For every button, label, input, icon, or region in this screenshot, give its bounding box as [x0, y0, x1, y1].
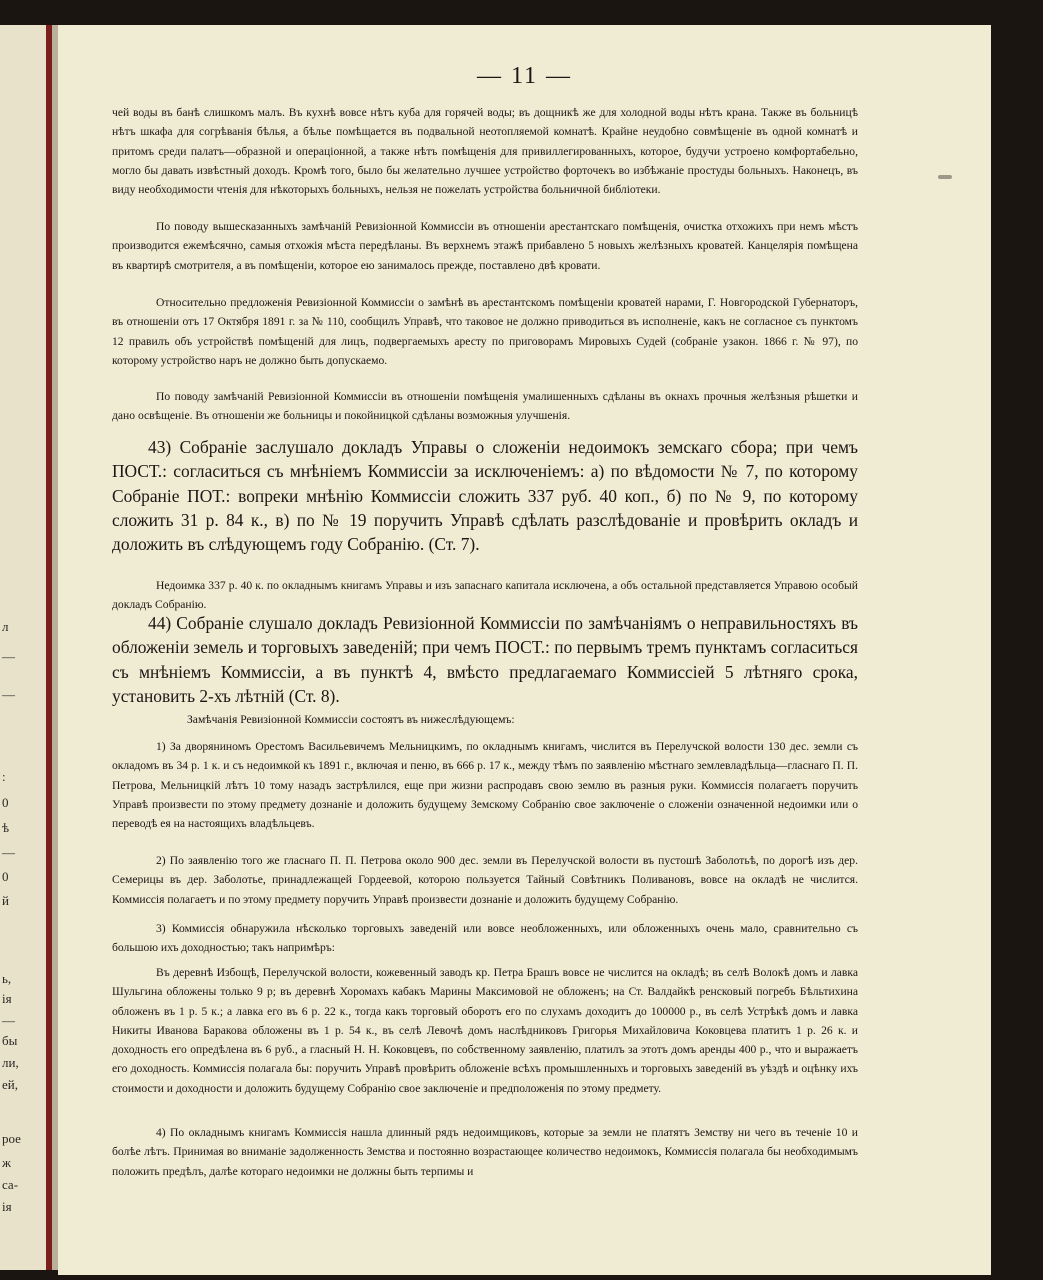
remark-item-1: 1) За двоpяниномъ Орестомъ Васильевичемъ Мельницкимъ, по окладнымъ книгамъ, числится въ Перелучской волости 130 дес. земли съ окладомъ въ 34 р. 1 к. и съ недоимкой къ 1891 г., включая и пеню, въ 666 р. 17 к., между тѣмъ по заявленію мѣстнаго землевладѣльца—гласнаго П. П. Петрова, Мельницкій лѣтъ 10 тому назадъ застрѣлился, еще при жизни распродавъ свою землю въ разныя руки. Коммиссія полагаетъ поручить Управѣ произвести по этому предмету дознаніе и доложить будущему Земскому Собранію свое заключеніе о сложеніи означенной недоимки или о переводѣ ея на настоящихъ владѣльцевъ. — [112, 740, 858, 831]
remark-item-4: 4) По окладнымъ книгамъ Коммиссія нашла длинный рядъ недоимщиковъ, которые за земли не платятъ Земству ни чего въ теченіе 10 и болѣе лѣтъ. Принимая во вниманіе задолженность Земства и постоянно возрастающее количество недоимокъ, Коммиссія полагала бы необходимымъ положить предѣлъ, далѣе котораго недоимки не должны быть терпимы и — [112, 1126, 858, 1178]
left-fragment: л — [2, 619, 9, 634]
document-page — [58, 25, 991, 1275]
resolution-44: 44) Собраніе слушало докладъ Ревизіонной Коммиссіи по замѣчаніямъ о неправильностяхъ въ обложеніи земель и торговыхъ заведеній; при чемъ ПОСТ.: по первымъ тремъ пунктамъ согласиться съ мнѣніемъ Коммиссіи, а въ пунктѣ 4, вмѣсто предлагаемаго Коммиссіей 5 лѣтняго срока, установить 2-хъ лѣтній (Ст. 8). — [112, 613, 858, 706]
remark-item-3: 3) Коммиссія обнаружила нѣсколько торговыхъ заведеній или вовсе необложенныхъ, или обложенныхъ очень мало, сравнительно съ большою ихъ доходностью; такъ напримѣръ: — [112, 922, 858, 955]
left-fragment: ія — [2, 1199, 12, 1214]
commission-remarks-intro: Замѣчанія Ревизіонной Коммиссіи состоятъ въ нижеслѣдующемъ: — [187, 713, 515, 726]
left-fragment: са- — [2, 1177, 19, 1192]
paragraph-asylum: По поводу замѣчаній Ревизіонной Коммиссіи въ отношеніи помѣщенія умалишенныхъ сдѣланы въ окнахъ прочныя желѣзныя рѣшетки и дано освѣщеніе. Въ отношеніи же больницы и покойницкой сдѣланы возможныя улучшенія. — [112, 390, 858, 423]
left-fragment: ія — [2, 991, 12, 1006]
left-fragment: — — [2, 649, 15, 664]
page-number: — 11 — — [476, 63, 573, 89]
left-fragment: ли, — [2, 1055, 19, 1070]
paragraph-arrest-room: По поводу вышесказанныхъ замѣчаній Ревизіонной Коммиссіи въ отношеніи арестантскаго помѣщенія, очистка отхожихъ при немъ мѣстъ производится ежемѣсячно, самыя отхожія мѣста передѣланы. Въ верхнемъ этажѣ прибавлено 5 новыхъ желѣзныхъ кроватей. Канцелярія помѣщена въ квартирѣ смотрителя, а въ помѣщеніи, которое ею занималось прежде, поставлено двѣ кровати. — [112, 220, 858, 272]
left-fragment: ь, — [2, 971, 12, 986]
paper-mark — [938, 175, 952, 179]
left-fragment: 0 — [2, 869, 9, 884]
left-fragment: ѣ — [2, 820, 10, 835]
paragraph-governor-letter: Относительно предложенія Ревизіонной Коммиссіи о замѣнѣ въ арестантскомъ помѣщеніи кроватей нарами, Г. Новгородской Губернаторъ, въ отношеніи отъ 17 Октября 1891 г. за № 110, сообщилъ Управѣ, что таковое не должно приводиться въ исполненіе, какъ не согласное съ пунктомъ 12 правилъ объ устройствѣ помѣщеній для лицъ, подвергаемыхъ аресту по приговорамъ Мировыхъ Судей (собраніе узакон. 1866 г. № 97), по которому устройство наръ не должно быть допускаемо. — [112, 296, 858, 367]
left-fragment: ей, — [2, 1077, 18, 1092]
scan-background — [991, 25, 1043, 1280]
left-fragment: — — [2, 687, 15, 702]
left-fragment: — — [2, 845, 15, 860]
facing-page-edge — [0, 25, 46, 1270]
resolution-43-note: Недоимка 337 р. 40 к. по окладнымъ книгамъ Управы и изъ запаснаго капитала исключена, а объ остальной представляется Управою особый докладъ Собранію. — [112, 579, 858, 612]
left-fragment: : — [2, 769, 6, 784]
left-fragment: ж — [2, 1155, 11, 1170]
left-fragment: й — [2, 893, 9, 908]
left-fragment: 0 — [2, 795, 9, 810]
paragraph-hospital-remarks: чей воды въ банѣ слишкомъ малъ. Въ кухнѣ вовсе нѣтъ куба для горячей воды; въ дощникѣ же для холодной воды нѣтъ крана. Также въ больницѣ нѣтъ шкафа для согрѣванія бѣлья, а бѣлье помѣщается въ подвальной неотопляемой комнатѣ. Крайне неудобно совмѣщеніе въ одной комнатѣ и притомъ среди палатъ—образной и операціонной, а также нѣтъ помѣщенія для привиллегированныхъ, которое, будучи устроено комфортабельно, могло бы давать извѣстный доходъ. Кромѣ того, было бы желательно лучшее устройство форточекъ во избѣжаніе простуды больныхъ. Наконецъ, въ виду необходимости чтенія для нѣкоторыхъ больныхъ, нельзя не пожелать устройства больничной библіотеки. — [112, 106, 858, 197]
left-fragment: — — [2, 1013, 15, 1028]
resolution-43: 43) Собраніе заслушало докладъ Управы о сложеніи недоимокъ земскаго сбора; при чемъ ПОСТ.: согласиться съ мнѣніемъ Коммиссіи за исключеніемъ: а) по вѣдомости № 7, по которому Собраніе ПОТ.: вопреки мнѣнію Коммиссіи сложить 337 руб. 40 коп., б) по № 9, по которому сложить 31 р. 84 к., в) по № 19 поручить Управѣ сдѣлать разслѣдованіе и провѣрить окладъ и доложить въ слѣдующемъ году Собранію. (Ст. 7). — [112, 437, 858, 555]
remark-item-3-detail: Въ деревнѣ Избощѣ, Перелучской волости, кожевенный заводъ кр. Петра Брашъ вовсе не числится на окладѣ; въ селѣ Волокѣ домъ и лавка Шульгина обложены только 9 р; въ деревнѣ Хоромахъ кабакъ Марины Максимовой не обложенъ; на Ст. Валдайкѣ ренсковый погребъ Бѣльтихина обложенъ въ 1 р. 5 к.; а лавка его въ 6 р. 22 к., тогда какъ торговый оборотъ его по слухамъ доходитъ до 100000 р., въ селѣ Устрѣкѣ домъ и лавка Никиты Иванова Баракова обложены въ 1 р. 54 к., въ селѣ Левочѣ домъ наслѣдниковъ Григорья Михайловича Коковцева платитъ 1 р. 26 к. и доходность его опредѣлена въ 6 руб., а гласный Н. Н. Коковцевъ, по собственному заявленію, платилъ за этотъ домъ аренды 400 р., что и выражаетъ его доходность. Коммиссія полагала бы: поручить Управѣ провѣрить обложеніе всѣхъ промышленныхъ и торговыхъ заведеній въ уѣздѣ и оцѣнку ихъ стоимости и доходности и доложить будущему Собранію свое заключеніе и предположенія по этому предмету. — [112, 966, 858, 1095]
left-fragment: бы — [2, 1033, 18, 1048]
left-fragment: рое — [2, 1131, 21, 1146]
remark-item-2: 2) По заявленію того же гласнаго П. П. Петрова около 900 дес. земли въ Перелучской волости въ пустошѣ Заболотьѣ, по дорогѣ изъ дер. Семерицы въ дер. Заболотье, принадлежащей Гордеевой, которою пользуется Тайный Совѣтникъ Поливановъ, вовсе на окладѣ не числится. Коммиссія полагаетъ и по этому предмету поручить Управѣ произвести дознаніе и доложить будущему Собранію. — [112, 854, 858, 906]
